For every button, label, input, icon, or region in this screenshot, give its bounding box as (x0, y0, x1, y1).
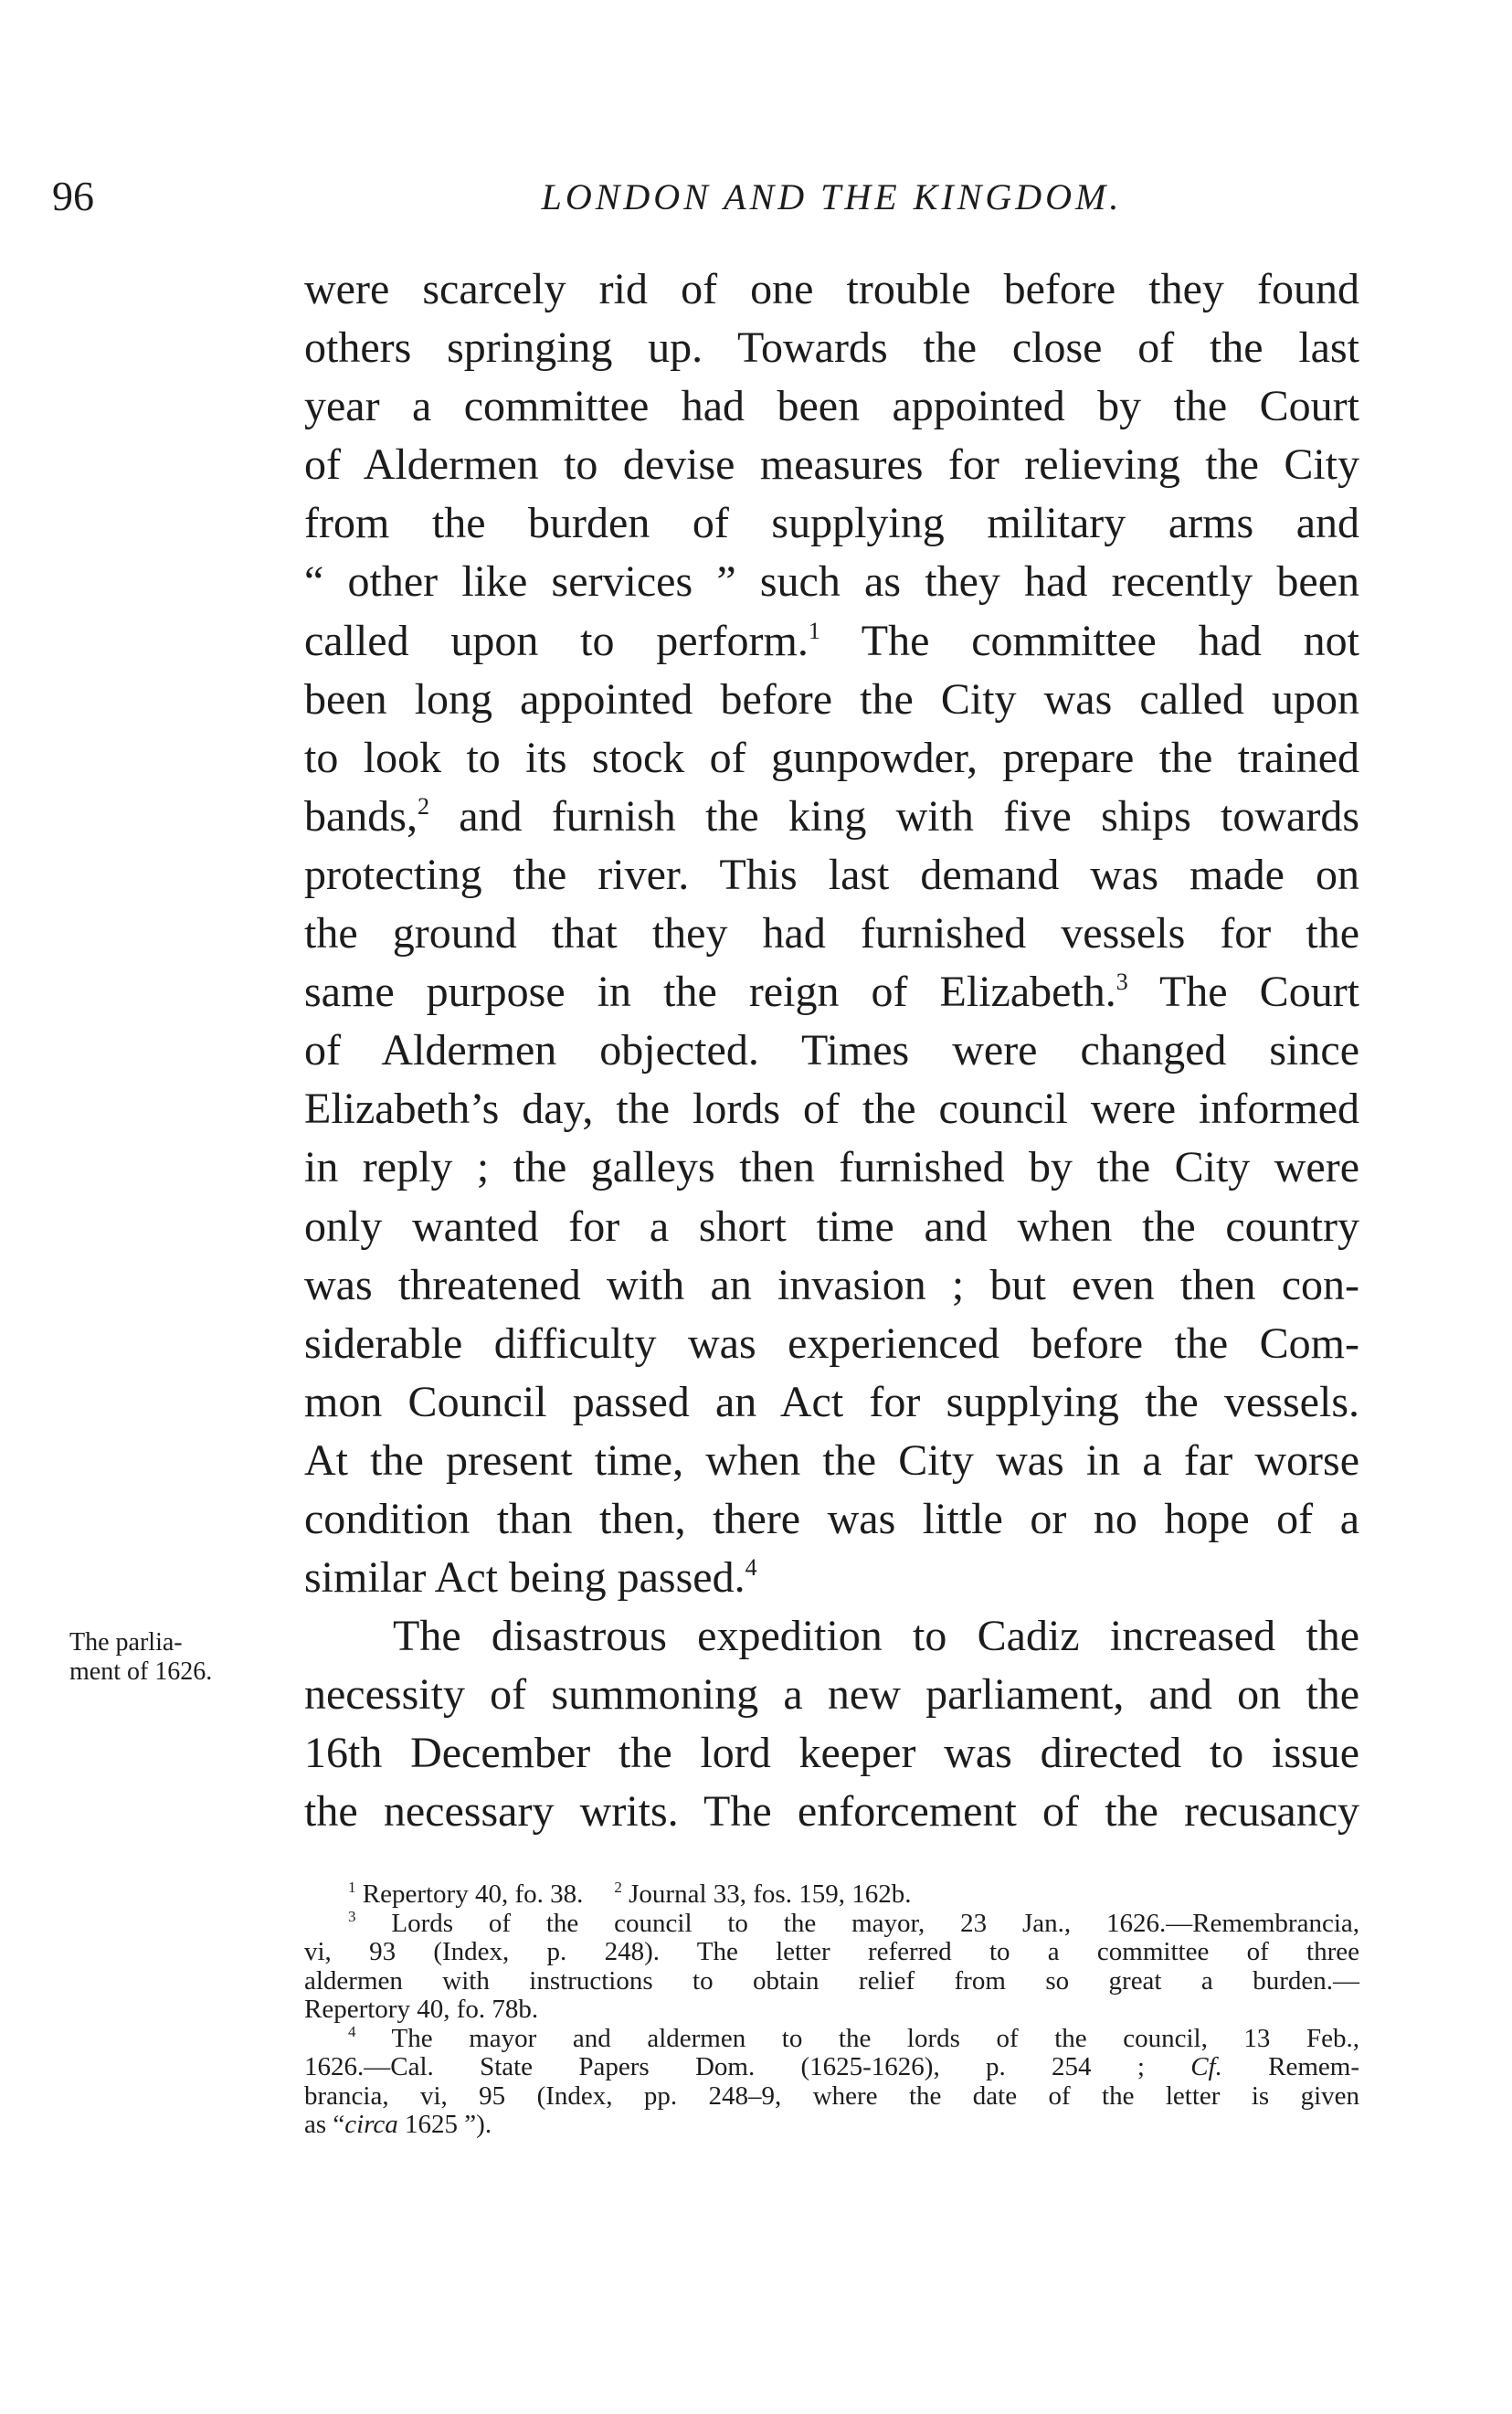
margin-note-line: ment of 1626. (69, 1657, 213, 1686)
text-line: of Aldermen to devise measures for relieving the City (304, 440, 1359, 490)
text-line: in reply ; the galleys then furnished by the City were (304, 1143, 1359, 1192)
paragraph-start-line: The disastrous expedition to Cadiz increased the (393, 1612, 1359, 1661)
footnote-mark: 2 (614, 1879, 622, 1896)
footnote-3 (304, 1907, 1359, 1939)
footnotes (304, 1880, 1359, 2140)
footnote-4 (304, 2022, 1359, 2054)
text-line: “ other like services ” such as they had recently been (304, 557, 1359, 607)
text-segment: The Court (1127, 968, 1360, 1017)
text-segment: similar Act being passed. (304, 1553, 745, 1603)
text-line: 16th December the lord keeper was directed to issue (304, 1729, 1359, 1778)
footnote-ref-3: 3 (1115, 969, 1128, 996)
text-segment: and furnish the king with five ships towards (428, 791, 1359, 841)
footnote-ref-4: 4 (745, 1554, 757, 1582)
text-line: the necessary writs. The enforcement of the recusancy (304, 1787, 1359, 1837)
footnote-line: aldermen with instructions to obtain relief from so great a burden.— (304, 1965, 1359, 1996)
text-line: siderable difficulty was experienced before the Com- (304, 1318, 1359, 1368)
footnote-text: Lords of the council to the mayor, 23 Jan., 1626.—Remembrancia, (355, 1908, 1359, 1938)
footnote-text: Remem- (1221, 2052, 1359, 2081)
text-line: to look to its stock of gunpowder, prepare the trained (304, 733, 1359, 782)
footnote-mark: 3 (348, 1907, 356, 1925)
footnote-mark: 4 (348, 2022, 356, 2040)
text-line: only wanted for a short time and when the country (304, 1202, 1359, 1251)
footnote-ref-1: 1 (808, 617, 820, 644)
footnote-mark: 1 (348, 1879, 356, 1896)
footnote-text: Journal 33, fos. 159, 162b. (621, 1879, 912, 1909)
text-line: the ground that they had furnished vessels for the (304, 909, 1359, 958)
text-line (304, 1549, 1359, 1607)
margin-note (69, 1628, 289, 1687)
text-line: of Aldermen objected. Times were changed since (304, 1026, 1359, 1075)
text-line: mon Council passed an Act for supplying the vessels. (304, 1377, 1359, 1426)
footnote-line: Repertory 40, fo. 78b. (304, 1995, 539, 2024)
footnote-italic: circa (344, 2110, 398, 2139)
page-number: 96 (52, 173, 94, 219)
text-segment: The committee had not (819, 616, 1360, 665)
text-line: condition than then, there was little or no hope of a (304, 1494, 1359, 1543)
footnote-line (304, 2053, 1359, 2082)
footnote-line: brancia, vi, 95 (Index, pp. 248–9, where the date of the letter is given (304, 2080, 1359, 2111)
footnote-text: Repertory 40, fo. 38. (355, 1879, 584, 1909)
footnote-line: vi, 93 (Index, p. 248). The letter referred to a committee of three (304, 1937, 1359, 1966)
text-segment: bands, (304, 791, 418, 841)
body-text (304, 260, 1359, 1842)
text-line: was threatened with an invasion ; but even then con- (304, 1260, 1359, 1309)
footnote-italic: Cf. (1190, 2052, 1222, 2081)
footnote-text: 1625 ”). (397, 2110, 492, 2139)
text-line: necessity of summoning a new parliament, and on the (304, 1670, 1359, 1720)
footnote-ref-2: 2 (417, 792, 429, 820)
text-line: others springing up. Towards the close of the last (304, 323, 1359, 373)
footnote-text: 1626.—Cal. State Papers Dom. (1625-1626), p. 254 ; (304, 2052, 1191, 2081)
footnote-text: The mayor and aldermen to the lords of the council, 13 Feb., (355, 2023, 1359, 2053)
text-line: year a committee had been appointed by the Court (304, 382, 1359, 431)
text-line: protecting the river. This last demand was made on (304, 850, 1359, 899)
footnote-text: as “ (304, 2110, 345, 2139)
text-segment: same purpose in the reign of Elizabeth. (304, 968, 1116, 1017)
margin-note-line: The parlia- (69, 1628, 183, 1657)
footnote-line (304, 2111, 1359, 2140)
text-segment: called upon to perform. (304, 616, 809, 665)
text-line: from the burden of supplying military arms and (304, 499, 1359, 548)
text-line: Elizabeth’s day, the lords of the council were informed (304, 1085, 1359, 1134)
text-line (304, 612, 1359, 671)
text-line: At the present time, when the City was in a far worse (304, 1435, 1359, 1485)
text-line (304, 788, 1359, 846)
text-line: were scarcely rid of one trouble before they found (304, 265, 1359, 313)
footnote-1-2 (304, 1880, 1359, 1910)
text-line (304, 963, 1359, 1022)
text-line: been long appointed before the City was called upon (304, 674, 1359, 724)
running-head: LONDON AND THE KINGDOM. (541, 176, 1123, 217)
